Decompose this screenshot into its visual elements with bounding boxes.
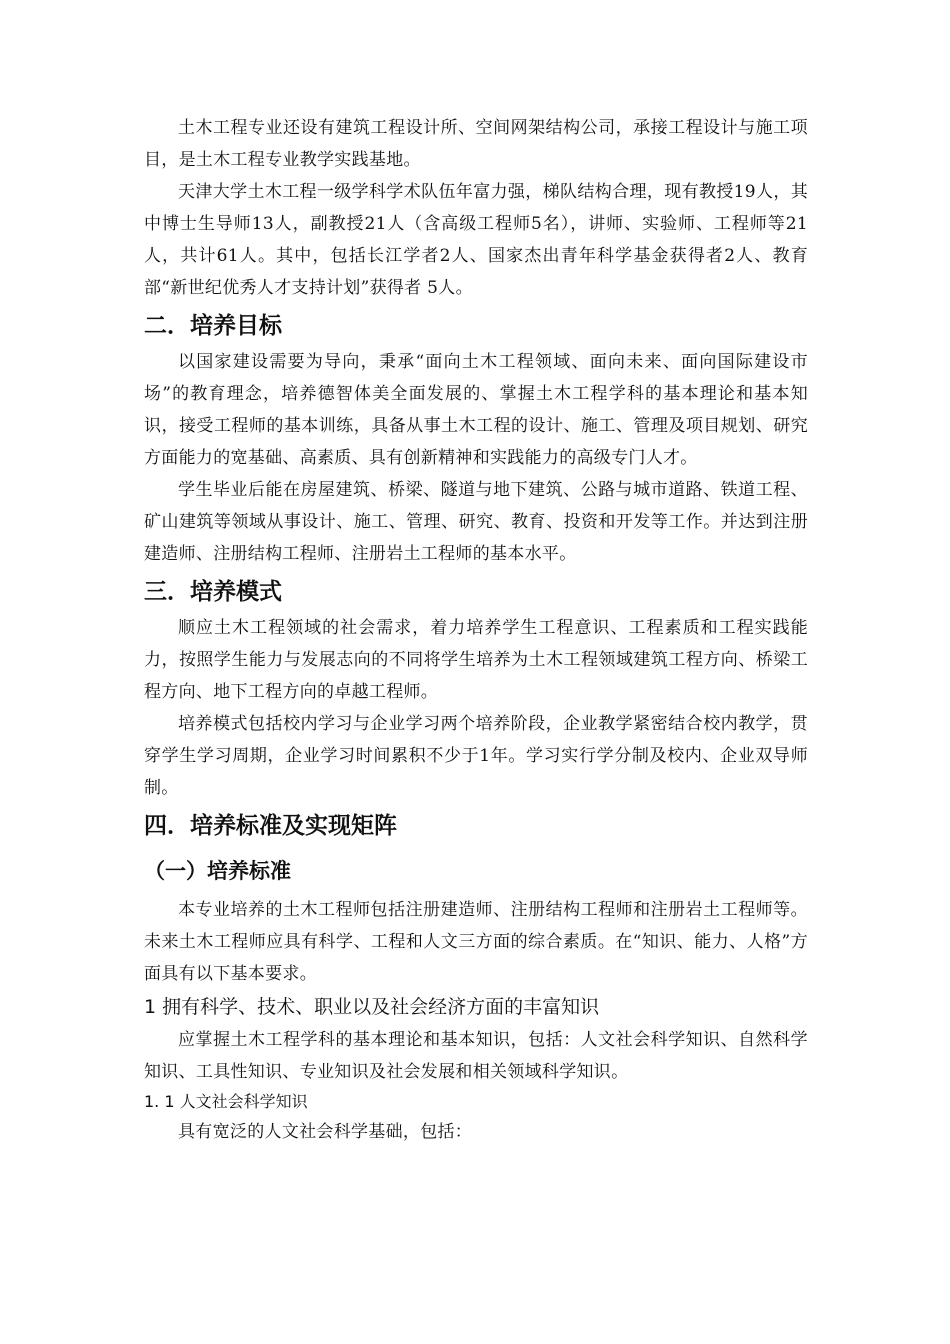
paragraph-goals-1: 以国家建设需要为导向，秉承“面向土木工程领域、面向未来、面向国际建设市场”的教育理念，培养德智体美全面发展的、掌握土木工程学科的基本理论和基本知识，接受工程师的基本训练，具备从事土木工程的设计、施工、管理及项目规划、研究方面能力的宽基础、高素质、具有创新精神和实践能力的高级专门人才。: [144, 352, 808, 468]
paragraph-design-institute: 土木工程专业还设有建筑工程设计所、空间网架结构公司，承接工程设计与施工项目，是土木工程专业教学实践基地。: [144, 118, 808, 170]
document-page: [144, 112, 808, 1148]
paragraph-goals-2: 学生毕业后能在房屋建筑、桥梁、隧道与地下建筑、公路与城市道路、铁道工程、矿山建筑等领域从事设计、施工、管理、研究、教育、投资和开发等工作。并达到注册建造师、注册结构工程师、注册岩土工程师的基本水平。: [144, 480, 808, 564]
paragraph-knowledge: 应掌握土木工程学科的基本理论和基本知识，包括：人文社会科学知识、自然科学知识、工具性知识、专业知识及社会发展和相关领域科学知识。: [144, 1030, 808, 1082]
heading-standards-matrix: 四．培养标准及实现矩阵: [144, 813, 397, 839]
heading-training-goals: 二．培养目标: [144, 313, 282, 339]
heading-training-mode: 三．培养模式: [144, 579, 282, 605]
paragraph-standards: 本专业培养的土木工程师包括注册建造师、注册结构工程师和注册岩土工程师等。未来土木工程师应具有科学、工程和人文三方面的综合素质。在“知识、能力、人格”方面具有以下基本要求。: [144, 900, 808, 984]
heading-training-standards: （一）培养标准: [144, 859, 291, 883]
heading-knowledge: 1 拥有科学、技术、职业以及社会经济方面的丰富知识: [144, 996, 600, 1018]
paragraph-mode-2: 培养模式包括校内学习与企业学习两个培养阶段，企业教学紧密结合校内教学，贯穿学生学习周期，企业学习时间累积不少于1年。学习实行学分制及校内、企业双导师制。: [144, 714, 808, 798]
paragraph-mode-1: 顺应土木工程领域的社会需求，着力培养学生工程意识、工程素质和工程实践能力，按照学生能力与发展志向的不同将学生培养为土木工程领域建筑工程方向、桥梁工程方向、地下工程方向的卓越工程师。: [144, 618, 808, 702]
paragraph-faculty: 天津大学土木工程一级学科学术队伍年富力强，梯队结构合理，现有教授19人，其中博士生导师13人，副教授21人（含高级工程师5名），讲师、实验师、工程师等21人，共计61人。其中，包括长江学者2人、国家杰出青年科学基金获得者2人、教育部“新世纪优秀人才支持计划”获得者 5人。: [144, 182, 808, 298]
paragraph-humanities: 具有宽泛的人文社会科学基础，包括：: [178, 1122, 473, 1142]
heading-humanities: 1. 1 人文社会科学知识: [144, 1092, 308, 1111]
